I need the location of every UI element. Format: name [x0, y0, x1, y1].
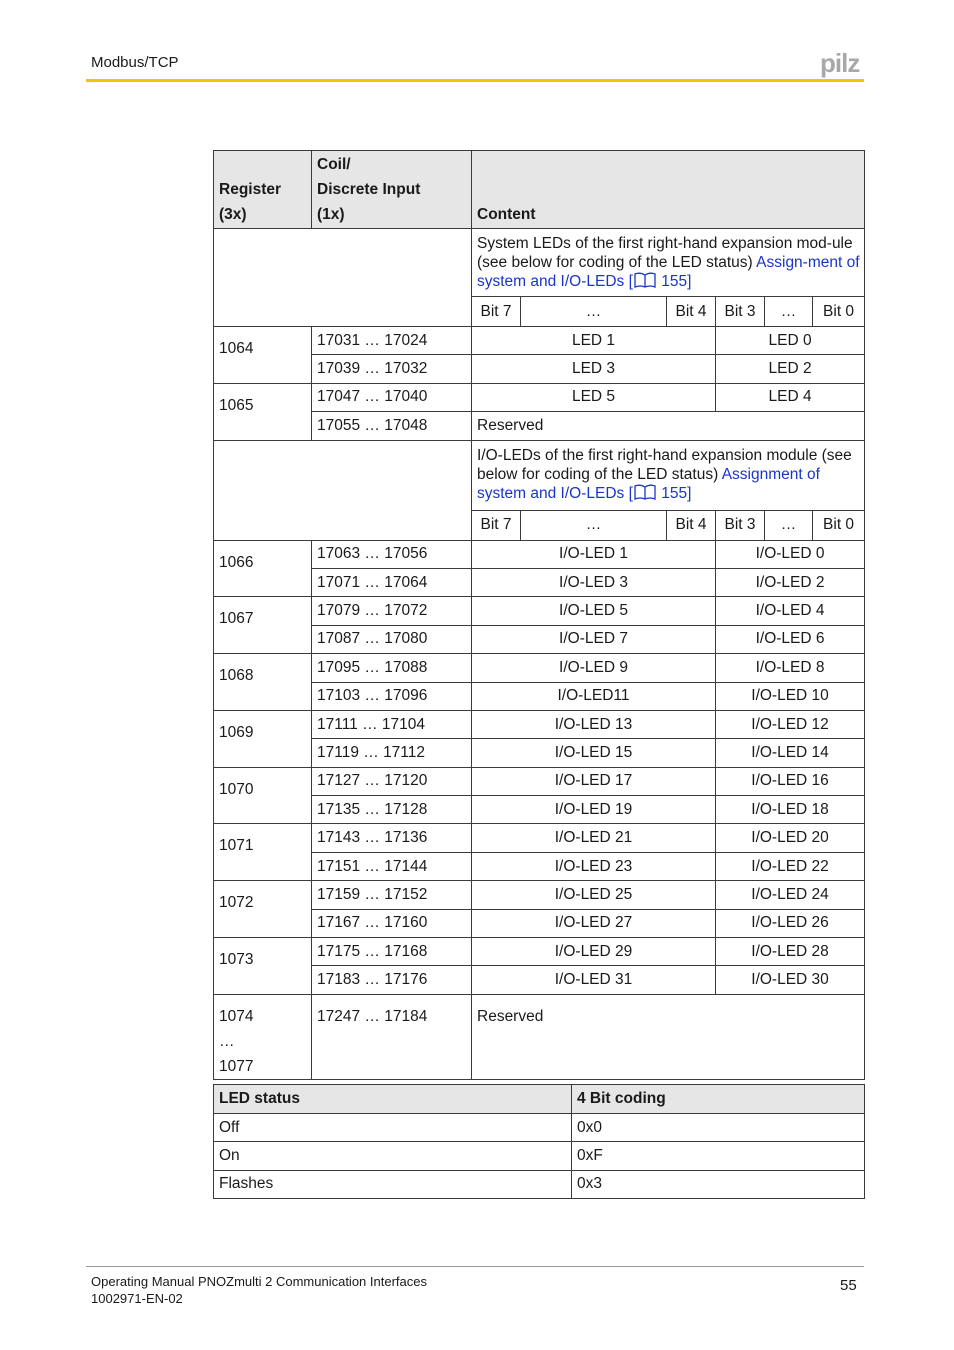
table-row [214, 938, 865, 966]
register-cell: 1067 [214, 597, 312, 654]
section-description: I/O-LEDs of the first right-hand expansion module (see below for coding of the LED status) Assignment of system and I/O-LEDs [ 155] [472, 440, 865, 510]
led-high-cell: I/O-LED 5 [472, 597, 716, 625]
table-row [214, 654, 865, 682]
led-high-cell: LED 3 [472, 355, 716, 383]
footer-doc-info [91, 1273, 427, 1307]
led-status-cell: Flashes [214, 1170, 572, 1198]
coil-cell: 17119 … 17112 [312, 739, 472, 767]
led-low-cell: LED 0 [716, 327, 865, 355]
register-cell: 1071 [214, 824, 312, 881]
bit-label: Bit 0 [813, 297, 865, 327]
bit-label: Bit 0 [813, 510, 865, 540]
table-row [214, 1142, 865, 1170]
table-row [214, 1170, 865, 1198]
led-high-cell: I/O-LED 13 [472, 710, 716, 738]
bit-label: Bit 7 [472, 297, 521, 327]
led-high-cell: I/O-LED 7 [472, 625, 716, 653]
page-number: 55 [840, 1277, 857, 1294]
table-row [214, 1114, 865, 1142]
table-row [214, 767, 865, 795]
led-low-cell: I/O-LED 8 [716, 654, 865, 682]
table-row [214, 682, 865, 710]
register-cell: 1068 [214, 654, 312, 711]
bit-label: Bit 3 [716, 297, 765, 327]
coil-cell: 17079 … 17072 [312, 597, 472, 625]
led-high-cell: I/O-LED 3 [472, 568, 716, 596]
led-high-cell: LED 1 [472, 327, 716, 355]
led-high-cell: I/O-LED 29 [472, 938, 716, 966]
bit-label: … [521, 510, 667, 540]
footer-rule [86, 1266, 864, 1267]
coil-cell: 17167 … 17160 [312, 909, 472, 937]
bit-label: Bit 7 [472, 510, 521, 540]
led-low-cell: I/O-LED 24 [716, 881, 865, 909]
led-low-cell: I/O-LED 0 [716, 540, 865, 568]
table-row [214, 327, 865, 355]
register-cell: 1064 [214, 327, 312, 384]
coil-cell: 17183 … 17176 [312, 966, 472, 994]
table-row [214, 966, 865, 994]
register-cell: 1073 [214, 938, 312, 995]
led-low-cell: I/O-LED 18 [716, 796, 865, 824]
bit-label: … [765, 510, 813, 540]
led-low-cell: I/O-LED 12 [716, 710, 865, 738]
led-high-cell: I/O-LED 31 [472, 966, 716, 994]
register-cell: 1066 [214, 540, 312, 597]
reserved-cell: Reserved [472, 412, 865, 440]
table-row [214, 994, 865, 1079]
led-high-cell: I/O-LED11 [472, 682, 716, 710]
bit-coding-cell: 0x0 [572, 1114, 865, 1142]
pilz-logo [820, 50, 866, 78]
coil-cell: 17071 … 17064 [312, 568, 472, 596]
reserved-cell: Reserved [472, 994, 865, 1079]
register-cell: 1065 [214, 383, 312, 440]
led-high-cell: I/O-LED 17 [472, 767, 716, 795]
led-low-cell: I/O-LED 20 [716, 824, 865, 852]
led-high-cell: I/O-LED 27 [472, 909, 716, 937]
bit-coding-cell: 0xF [572, 1142, 865, 1170]
led-low-cell: I/O-LED 2 [716, 568, 865, 596]
led-low-cell: I/O-LED 28 [716, 938, 865, 966]
coil-cell: 17151 … 17144 [312, 852, 472, 880]
led-high-cell: I/O-LED 21 [472, 824, 716, 852]
led-low-cell: I/O-LED 14 [716, 739, 865, 767]
led-status-table [213, 1084, 865, 1199]
led-high-cell: I/O-LED 1 [472, 540, 716, 568]
bit-label: Bit 4 [667, 510, 716, 540]
table-row [214, 540, 865, 568]
table-row [214, 824, 865, 852]
table-row [214, 909, 865, 937]
bit-coding-header: 4 Bit coding [572, 1085, 865, 1114]
coil-cell: 17087 … 17080 [312, 625, 472, 653]
coil-cell: 17111 … 17104 [312, 710, 472, 738]
register-table [213, 150, 865, 1080]
led-high-cell: I/O-LED 9 [472, 654, 716, 682]
led-low-cell: I/O-LED 22 [716, 852, 865, 880]
coil-cell: 17055 … 17048 [312, 412, 472, 440]
table-row [214, 597, 865, 625]
table-row [214, 355, 865, 383]
book-icon [634, 272, 656, 288]
led-high-cell: LED 5 [472, 383, 716, 411]
led-low-cell: LED 2 [716, 355, 865, 383]
bit-label: Bit 3 [716, 510, 765, 540]
table-row [214, 710, 865, 738]
header-title: Modbus/TCP [91, 54, 179, 71]
led-low-cell: I/O-LED 16 [716, 767, 865, 795]
coil-cell: 17159 … 17152 [312, 881, 472, 909]
register-cell: 1072 [214, 881, 312, 938]
coil-cell: 17095 … 17088 [312, 654, 472, 682]
led-low-cell: I/O-LED 4 [716, 597, 865, 625]
led-low-cell: I/O-LED 30 [716, 966, 865, 994]
led-status-cell: On [214, 1142, 572, 1170]
led-low-cell: I/O-LED 26 [716, 909, 865, 937]
bit-label: Bit 4 [667, 297, 716, 327]
register-range-cell: 1074 … 1077 [214, 994, 312, 1079]
led-high-cell: I/O-LED 19 [472, 796, 716, 824]
assignment-link[interactable]: Assign-ment of system and I/O-LEDs [ 155] [477, 254, 860, 290]
book-icon [634, 484, 656, 500]
coil-cell: 17103 … 17096 [312, 682, 472, 710]
header-coil: Coil/ Discrete Input (1x) [312, 151, 472, 229]
coil-cell: 17143 … 17136 [312, 824, 472, 852]
bit-label: … [521, 297, 667, 327]
header-content: Content [472, 151, 865, 229]
bit-coding-cell: 0x3 [572, 1170, 865, 1198]
coil-cell: 17039 … 17032 [312, 355, 472, 383]
header-register: Register (3x) [214, 151, 312, 229]
led-low-cell: I/O-LED 6 [716, 625, 865, 653]
led-high-cell: I/O-LED 23 [472, 852, 716, 880]
coil-cell: 17135 … 17128 [312, 796, 472, 824]
led-high-cell: I/O-LED 25 [472, 881, 716, 909]
section-empty-cell [214, 440, 472, 540]
table-row [214, 412, 865, 440]
led-low-cell: LED 4 [716, 383, 865, 411]
bit-label: … [765, 297, 813, 327]
register-cell: 1070 [214, 767, 312, 824]
table-row [214, 881, 865, 909]
led-status-header: LED status [214, 1085, 572, 1114]
table-row [214, 852, 865, 880]
register-cell: 1069 [214, 710, 312, 767]
coil-cell: 17031 … 17024 [312, 327, 472, 355]
svg-text:pilz: pilz [820, 50, 860, 78]
section-description: System LEDs of the first right-hand expansion mod-ule (see below for coding of the LED status) Assign-ment of system and I/O-LEDs [ 155] [472, 229, 865, 297]
coil-cell: 17175 … 17168 [312, 938, 472, 966]
footer-manual-title: Operating Manual PNOZmulti 2 Communication Interfaces [91, 1274, 427, 1289]
table-row [214, 796, 865, 824]
led-high-cell: I/O-LED 15 [472, 739, 716, 767]
table-row [214, 568, 865, 596]
coil-cell: 17047 … 17040 [312, 383, 472, 411]
assignment-link[interactable]: Assignment of system and I/O-LEDs [ 155] [477, 465, 820, 502]
coil-cell: 17247 … 17184 [312, 994, 472, 1079]
table-row [214, 383, 865, 411]
led-low-cell: I/O-LED 10 [716, 682, 865, 710]
table-row [214, 739, 865, 767]
footer-doc-number: 1002971-EN-02 [91, 1291, 183, 1306]
header-accent-rule [86, 79, 864, 82]
table-row [214, 625, 865, 653]
coil-cell: 17127 … 17120 [312, 767, 472, 795]
coil-cell: 17063 … 17056 [312, 540, 472, 568]
section-empty-cell [214, 229, 472, 327]
led-status-cell: Off [214, 1114, 572, 1142]
